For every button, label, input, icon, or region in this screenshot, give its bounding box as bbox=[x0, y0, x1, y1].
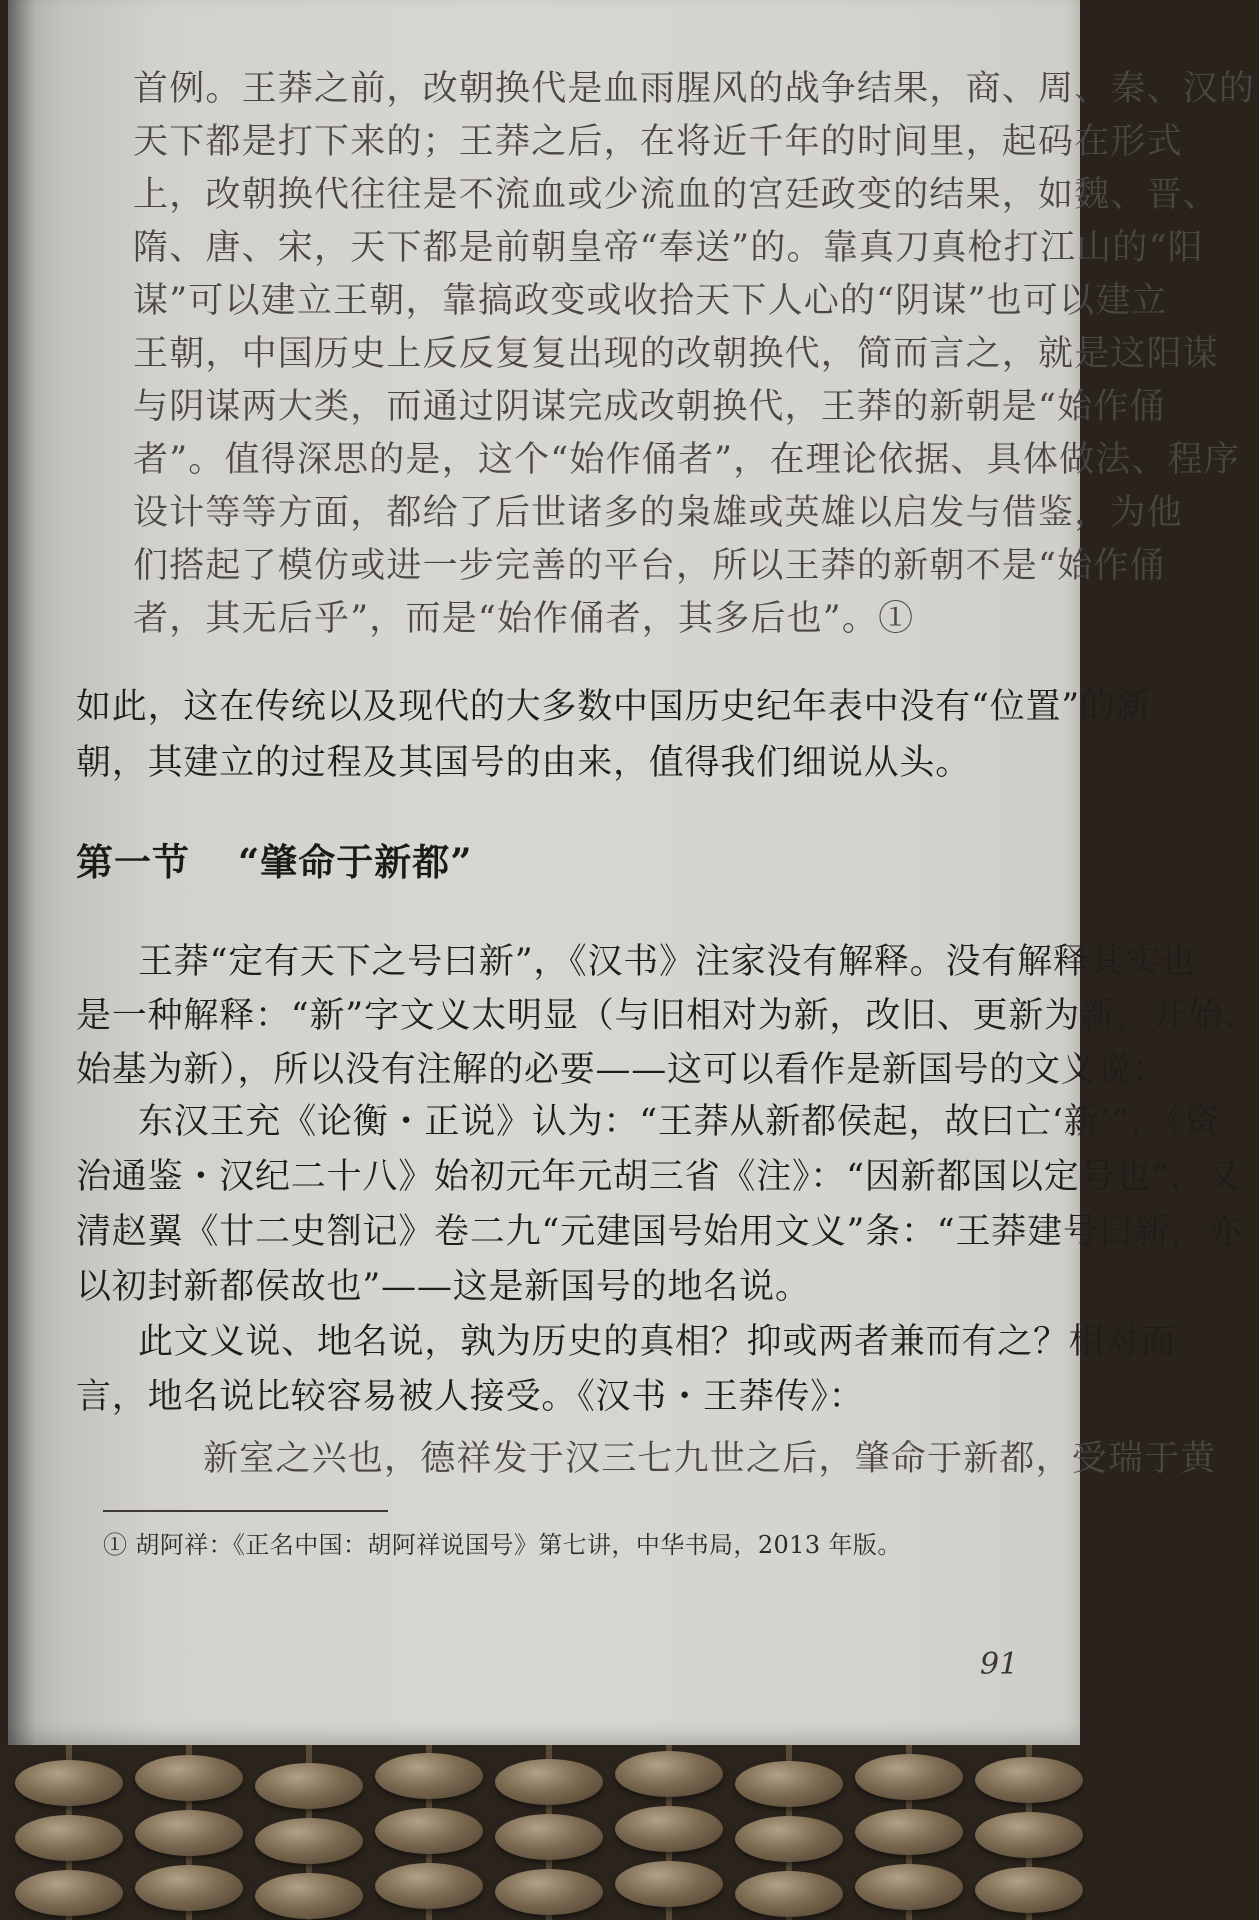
abacus-bead bbox=[255, 1818, 363, 1864]
quote-line: 们搭起了模仿或进一步完善的平台，所以王莽的新朝不是“始作俑 bbox=[133, 546, 1166, 586]
abacus-bead bbox=[375, 1808, 483, 1854]
abacus-bead bbox=[495, 1759, 603, 1805]
paragraph-line: 是一种解释：“新”字文义太明显（与旧相对为新，改旧、更新为新，开始、 bbox=[76, 996, 1259, 1036]
paragraph-line: 东汉王充《论衡・正说》认为：“王莽从新都侯起，故曰亡‘新’”，《资 bbox=[138, 1102, 1220, 1142]
abacus-bead bbox=[735, 1761, 843, 1807]
block-quote-line: 新室之兴也，德祥发于汉三七九世之后，肇命于新都，受瑞于黄 bbox=[203, 1439, 1217, 1479]
quote-line: 上，改朝换代往往是不流血或少流血的宫廷政变的结果，如魏、晋、 bbox=[133, 175, 1220, 215]
abacus-bead bbox=[735, 1816, 843, 1862]
paragraph-line: 朝，其建立的过程及其国号的由来，值得我们细说从头。 bbox=[76, 743, 972, 783]
footnote-divider bbox=[103, 1510, 388, 1512]
abacus-bead bbox=[135, 1865, 243, 1911]
abacus-bead bbox=[855, 1809, 963, 1855]
quote-line: 者，其无后乎”，而是“始作俑者，其多后也”。① bbox=[133, 599, 915, 639]
paragraph-2 bbox=[76, 942, 1259, 1107]
abacus-bead bbox=[615, 1751, 723, 1797]
spine-shadow bbox=[8, 0, 36, 1745]
paragraph-line: 此文义说、地名说，孰为历史的真相？抑或两者兼而有之？相对而 bbox=[138, 1322, 1177, 1362]
abacus-bead bbox=[975, 1867, 1083, 1913]
abacus-bead bbox=[15, 1760, 123, 1806]
quote-line: 设计等等方面，都给了后世诸多的枭雄或英雄以启发与借鉴，为他 bbox=[133, 493, 1183, 533]
paragraph-line: 清赵翼《廿二史劄记》卷二九“元建国号始用文义”条：“王莽建号曰新，亦 bbox=[76, 1212, 1242, 1252]
paragraph-line: 如此，这在传统以及现代的大多数中国历史纪年表中没有“位置”的新 bbox=[76, 687, 1152, 727]
paragraph-4 bbox=[76, 1322, 1177, 1435]
paragraph-line: 言，地名说比较容易被人接受。《汉书・王莽传》： bbox=[76, 1377, 865, 1417]
abacus-bead bbox=[855, 1864, 963, 1910]
footnote: ① 胡阿祥：《正名中国：胡阿祥说国号》第七讲，中华书局，2013 年版。 bbox=[103, 1531, 902, 1559]
abacus-bead bbox=[975, 1757, 1083, 1803]
quote-line: 王朝，中国历史上反反复复出现的改朝换代，简而言之，就是这阳谋 bbox=[133, 334, 1220, 374]
abacus-bead bbox=[375, 1753, 483, 1799]
abacus-bead bbox=[15, 1815, 123, 1861]
abacus-bead bbox=[495, 1869, 603, 1915]
quote-line: 天下都是打下来的；王莽之后，在将近千年的时间里，起码在形式 bbox=[133, 122, 1183, 162]
abacus-bead bbox=[615, 1806, 723, 1852]
abacus-bead bbox=[15, 1870, 123, 1916]
section-heading bbox=[76, 832, 473, 886]
quote-line: 与阴谋两大类，而通过阴谋完成改朝换代，王莽的新朝是“始作俑 bbox=[133, 387, 1166, 427]
abacus-bead bbox=[375, 1863, 483, 1909]
abacus-background bbox=[0, 1745, 1080, 1920]
paragraph-1 bbox=[76, 687, 1152, 802]
quote-line: 者”。值得深思的是，这个“始作俑者”，在理论依据、具体做法、程序 bbox=[133, 440, 1241, 480]
quote-line: 谋”可以建立王朝，靠搞政变或收拾天下人心的“阴谋”也可以建立 bbox=[133, 281, 1168, 321]
quotation-block bbox=[133, 69, 1256, 655]
abacus-bead bbox=[495, 1814, 603, 1860]
abacus-bead bbox=[975, 1812, 1083, 1858]
abacus-bead bbox=[855, 1754, 963, 1800]
page-number: 91 bbox=[980, 1647, 1019, 1682]
abacus-bead bbox=[135, 1810, 243, 1856]
abacus-bead bbox=[255, 1873, 363, 1919]
paragraph-line: 治通鉴・汉纪二十八》始初元年元胡三省《注》：“因新都国以定号也”，又 bbox=[76, 1157, 1242, 1197]
paragraph-line: 王莽“定有天下之号曰新”，《汉书》注家没有解释。没有解释其实也 bbox=[138, 942, 1197, 982]
block-quote bbox=[203, 1439, 1217, 1479]
paragraph-3 bbox=[76, 1102, 1242, 1325]
abacus-bead bbox=[255, 1763, 363, 1809]
abacus-bead bbox=[615, 1861, 723, 1907]
paragraph-line: 始基为新），所以没有注解的必要——这可以看作是新国号的文义说； bbox=[76, 1050, 1169, 1090]
section-title: “肇命于新都” bbox=[238, 840, 473, 884]
abacus-bead bbox=[135, 1755, 243, 1801]
book-page bbox=[8, 0, 1259, 1745]
section-number: 第一节 bbox=[76, 840, 190, 884]
abacus-bead bbox=[735, 1871, 843, 1917]
quote-line: 隋、唐、宋，天下都是前朝皇帝“奉送”的。靠真刀真枪打江山的“阳 bbox=[133, 228, 1204, 268]
quote-line: 首例。王莽之前，改朝换代是血雨腥风的战争结果，商、周、秦、汉的 bbox=[133, 69, 1256, 109]
paragraph-line: 以初封新都侯故也”——这是新国号的地名说。 bbox=[76, 1267, 811, 1307]
